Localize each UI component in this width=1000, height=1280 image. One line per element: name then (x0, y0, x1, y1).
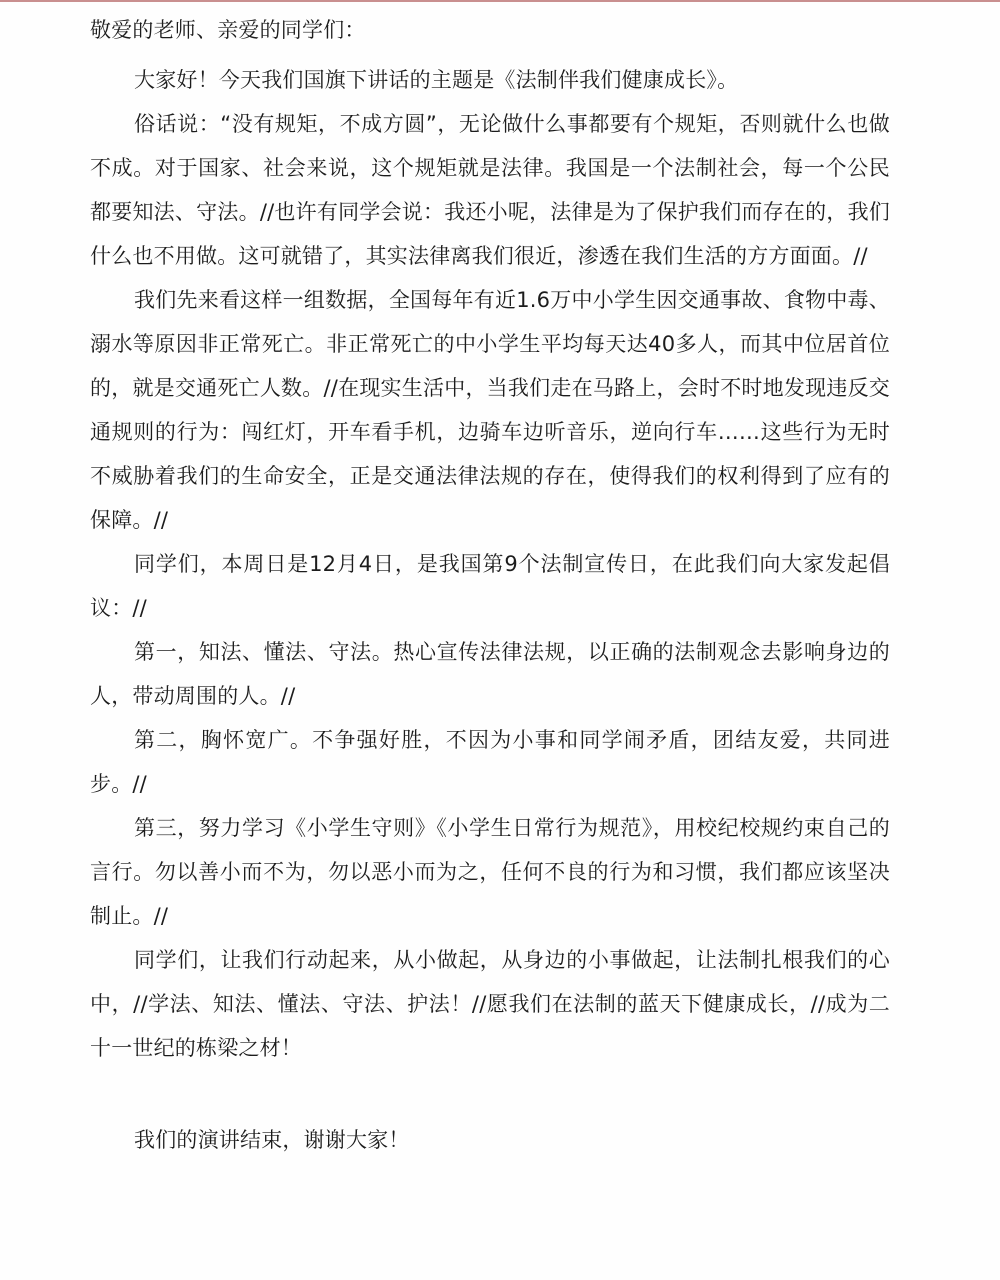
paragraph-proposal: 同学们，本周日是12月4日，是我国第9个法制宣传日，在此我们向大家发起倡议：// (90, 552, 890, 620)
speech-text (90, 10, 890, 1162)
paragraph-first: 第一，知法、懂法、守法。热心宣传法律法规，以正确的法制观念去影响身边的人，带动周围的人。// (90, 640, 890, 708)
paragraph-call-to-action: 同学们，让我们行动起来，从小做起，从身边的小事做起，让法制扎根我们的心中，//学法、知法、懂法、守法、护法！//愿我们在法制的蓝天下健康成长，//成为二十一世纪的栋梁之材！ (90, 948, 890, 1060)
paragraph-second: 第二，胸怀宽广。不争强好胜，不因为小事和同学闹矛盾，团结友爱，共同进步。// (90, 728, 890, 796)
paragraph-statistics: 我们先来看这样一组数据，全国每年有近1.6万中小学生因交通事故、食物中毒、溺水等原因非正常死亡。非正常死亡的中小学生平均每天达40多人，而其中位居首位的，就是交通死亡人数。//在现实生活中，当我们走在马路上，会时不时地发现违反交通规则的行为：闯红灯，开车看手机，边骑车边听音乐，逆向行车……这些行为无时不威胁着我们的生命安全，正是交通法律法规的存在，使得我们的权利得到了应有的保障。// (90, 288, 890, 532)
top-border-line (0, 0, 1000, 2)
greeting-line: 敬爱的老师、亲爱的同学们： (90, 18, 366, 42)
paragraph-opening: 大家好！今天我们国旗下讲话的主题是《法制伴我们健康成长》。 (134, 68, 739, 92)
closing-line: 我们的演讲结束，谢谢大家！ (134, 1128, 410, 1152)
paragraph-rules: 俗话说：“没有规矩，不成方圆”，无论做什么事都要有个规矩，否则就什么也做不成。对于国家、社会来说，这个规矩就是法律。我国是一个法制社会，每一个公民都要知法、守法。//也许有同学会说：我还小呢，法律是为了保护我们而存在的，我们什么也不用做。这可就错了，其实法律离我们很近，渗透在我们生活的方方面面。// (90, 112, 890, 268)
paragraph-third: 第三，努力学习《小学生守则》《小学生日常行为规范》，用校纪校规约束自己的言行。勿以善小而不为，勿以恶小而为之，任何不良的行为和习惯，我们都应该坚决制止。// (90, 816, 890, 928)
